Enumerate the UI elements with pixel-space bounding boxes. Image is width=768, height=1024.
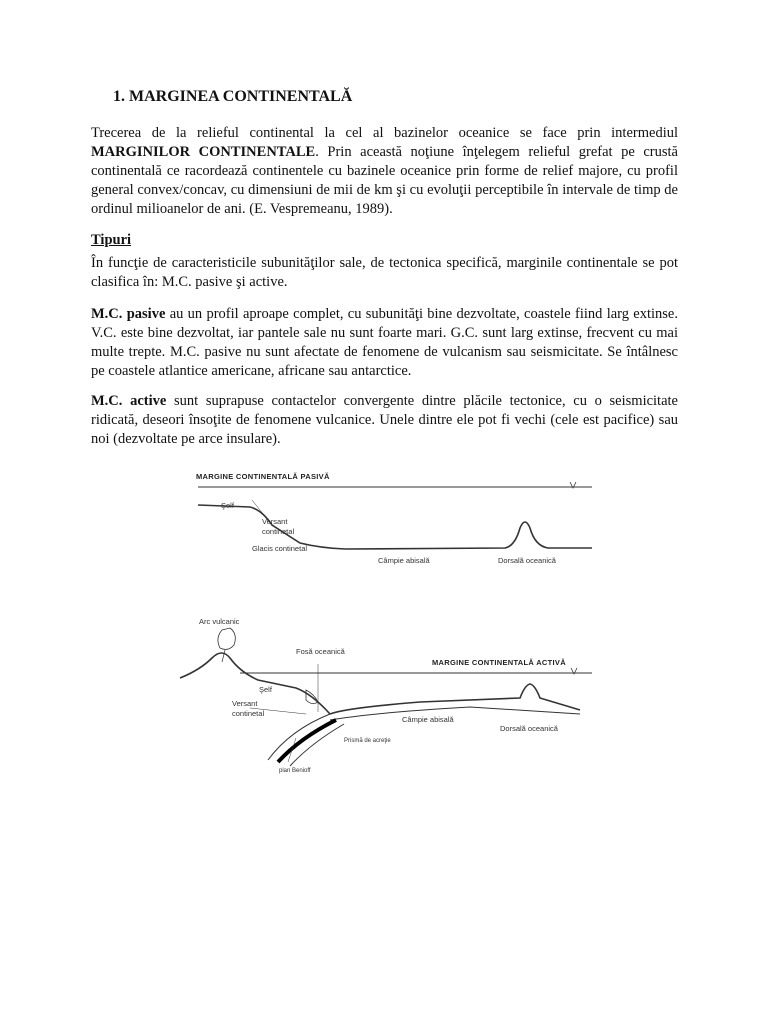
active-text: sunt suprapuse contactelor convergente dintre plăcile tectonice, cu o seismicitate ridicată, deseori însoţite de fenomene vulcanice. Unele dintre ele pot fi vechi (cele est pacifice) sau noi (dezvoltate pe arce insulare). bbox=[91, 393, 678, 447]
arc-label: Arc vulcanic bbox=[199, 617, 240, 626]
passive-dorsala-label: Dorsală oceanică bbox=[498, 556, 556, 565]
active-versant-label-1: Versant bbox=[232, 699, 258, 708]
passive-seafloor-profile bbox=[198, 505, 592, 549]
tipuri-subheading: Tipuri bbox=[91, 232, 132, 248]
intro-text-before: Trecerea de la relieful continental la cel al bazinelor oceanice se face prin intermediul bbox=[91, 125, 678, 141]
active-versant-label-2: continetal bbox=[232, 709, 265, 718]
active-oceanic-crust-base bbox=[330, 707, 580, 720]
slab-upper bbox=[268, 714, 330, 760]
arc-magma-chamber bbox=[218, 628, 235, 649]
active-bold-term: M.C. active bbox=[91, 393, 167, 409]
active-oceanic-floor bbox=[330, 684, 580, 714]
intro-bold-term: MARGINILOR CONTINENTALE bbox=[91, 144, 316, 160]
pasive-bold-term: M.C. pasive bbox=[91, 306, 166, 322]
slab-body bbox=[278, 720, 336, 762]
passive-diagram-title: MARGINE CONTINENTALĂ PASIVĂ bbox=[196, 472, 330, 481]
benioff-label: plan Benioff bbox=[279, 768, 311, 774]
passive-glacis-label: Glacis continetal bbox=[252, 544, 308, 553]
intro-text-after: . Prin această noţiune înţelegem relieful grefat pe crustă continentală ce racordează continentele cu bazinele oceanice prin forme de relief majore, cu profil general convex/concav, cu dimensiuni de mii de km şi cu evoluţii perceptibile în intervale de timp de ordinul milioanelor de ani. (E. Vespremeanu, 1989). bbox=[91, 144, 678, 217]
prisma-label: Prismă de acreţie bbox=[344, 738, 391, 744]
arc-vent bbox=[222, 650, 225, 662]
active-campie-label: Câmpie abisală bbox=[402, 715, 454, 724]
fosa-label: Fosă oceanică bbox=[296, 647, 345, 656]
passive-campie-label: Câmpie abisală bbox=[378, 556, 430, 565]
tipuri-paragraph: În funcţie de caracteristicile subunităţilor sale, de tectonica specifică, marginile continentale se pot clasifica în: M.C. pasive şi active. bbox=[91, 255, 678, 290]
active-diagram-title: MARGINE CONTINENTALĂ ACTIVĂ bbox=[432, 658, 566, 667]
pasive-text: au un profil aproape complet, cu subunităţi bine dezvoltate, coastele fiind larg extinse. V.C. este bine dezvoltat, iar pantele sale nu sunt foarte mari. G.C. sunt larg extinse, frecvent cu mai multe trepte. M.C. pasive nu sunt afectate de fenomene de vulcanism sau seismicitate. Se întâlnesc pe coastele atlantice americane, africane sau antarctice. bbox=[91, 306, 678, 379]
passive-versant-label-1: Versant bbox=[262, 517, 288, 526]
active-margin-diagram bbox=[180, 617, 592, 774]
passive-margin-diagram bbox=[196, 472, 592, 565]
active-dorsala-label: Dorsală oceanică bbox=[500, 724, 558, 733]
active-self-label: Şelf bbox=[259, 685, 272, 694]
section-heading: 1. MARGINEA CONTINENTALĂ bbox=[113, 88, 353, 105]
passive-self-label: Şelf bbox=[221, 501, 234, 510]
passive-versant-label-2: continetal bbox=[262, 527, 295, 536]
